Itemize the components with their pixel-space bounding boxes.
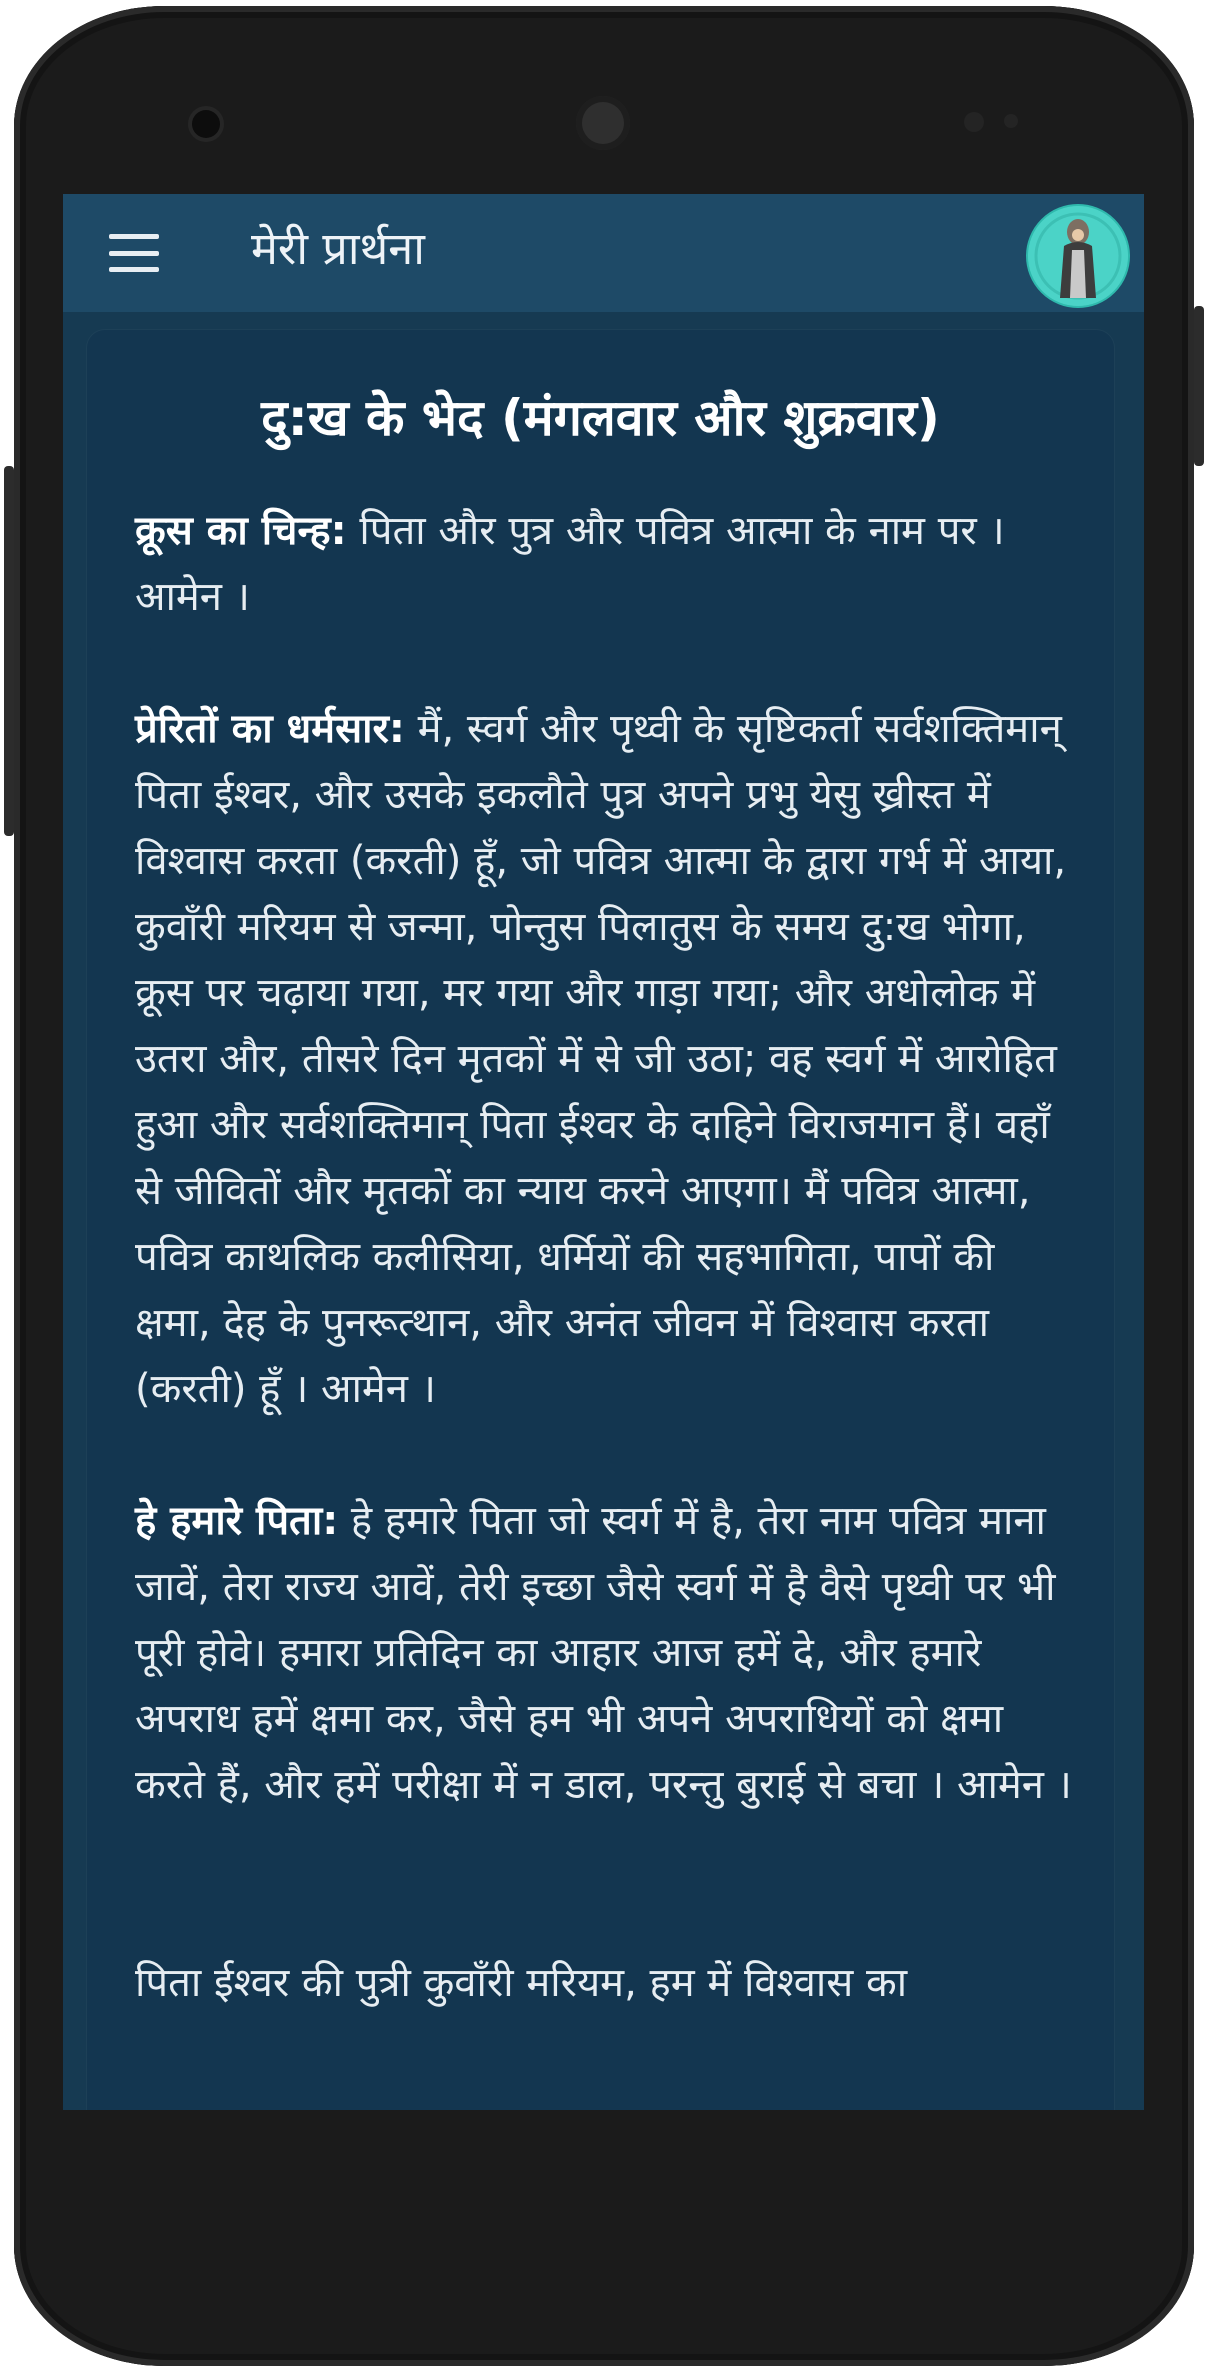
earpiece-speaker bbox=[576, 96, 630, 150]
front-camera bbox=[192, 110, 220, 138]
light-sensor bbox=[1004, 114, 1018, 128]
mary-prayer-paragraph bbox=[135, 1950, 1080, 2016]
apostles-creed-paragraph bbox=[135, 696, 1080, 1422]
our-father-paragraph bbox=[135, 1488, 1080, 1818]
apostles-creed-label: प्रेरितों का धर्मसार: bbox=[135, 706, 405, 752]
hamburger-menu-icon[interactable] bbox=[109, 234, 159, 272]
prayer-heading: दु:ख के भेद (मंगलवार और शुक्रवार) bbox=[261, 389, 940, 447]
our-father-text: हे हमारे पिता जो स्वर्ग में है, तेरा नाम पवित्र माना जावें, तेरा राज्य आवें, तेरी इच्छा जैसे स्वर्ग में है वैसे पृथ्वी पर भी पूरी होवे। हमारा प्रतिदिन का आहार आज हमें दे, और हमारे अपराध हमें क्षमा कर, जैसे हम भी अपने अपराधियों को क्षमा करते हैं, और हमें परीक्षा में न डाल, परन्तु बुराई से बचा । आमेन । bbox=[135, 1498, 1072, 1808]
app-bar bbox=[63, 194, 1144, 312]
app-title: मेरी प्रार्थना bbox=[251, 222, 425, 275]
apostles-creed-text: मैं, स्वर्ग और पृथ्वी के सृष्टिकर्ता सर्वशक्तिमान् पिता ईश्वर, और उसके इकलौते पुत्र अपने प्रभु येसु ख्रीस्त में विश्वास करता (करती) हूँ, जो पवित्र आत्मा के द्वारा गर्भ में आया, कुवाँरी मरियम से जन्मा, पोन्तुस पिलातुस के समय दु:ख भोगा, क्रूस पर चढ़ाया गया, मर गया और गाड़ा गया; और अधोलोक में उतरा और, तीसरे दिन मृतकों में से जी उठा; वह स्वर्ग में आरोहित हुआ और सर्वशक्तिमान् पिता ईश्वर के दाहिने विराजमान हैं। वहाँ से जीवितों और मृतकों का न्याय करने आएगा। मैं पवित्र आत्मा, पवित्र काथलिक कलीसिया, धर्मियों की सहभागिता, पापों की क्षमा, देह के पुनरूत्थान, और अनंत जीवन में विश्वास करता (करती) हूँ । आमेन । bbox=[135, 706, 1067, 1412]
sign-of-cross-label: क्रूस का चिन्ह: bbox=[135, 508, 347, 554]
volume-button bbox=[1194, 306, 1204, 466]
mary-prayer-text: पिता ईश्वर की पुत्री कुवाँरी मरियम, हम में विश्वास का bbox=[135, 1960, 908, 2006]
content-area[interactable] bbox=[63, 312, 1144, 2110]
prayer-card bbox=[87, 330, 1114, 2110]
sign-of-cross-text: पिता और पुत्र और पवित्र आत्मा के नाम पर । आमेन । bbox=[135, 508, 1005, 620]
our-father-label: हे हमारे पिता: bbox=[135, 1498, 339, 1544]
proximity-sensor bbox=[964, 112, 984, 132]
power-button bbox=[4, 466, 14, 836]
app-screen bbox=[63, 194, 1144, 2110]
sign-of-cross-paragraph bbox=[135, 498, 1080, 630]
saint-avatar-icon[interactable] bbox=[1026, 204, 1130, 308]
